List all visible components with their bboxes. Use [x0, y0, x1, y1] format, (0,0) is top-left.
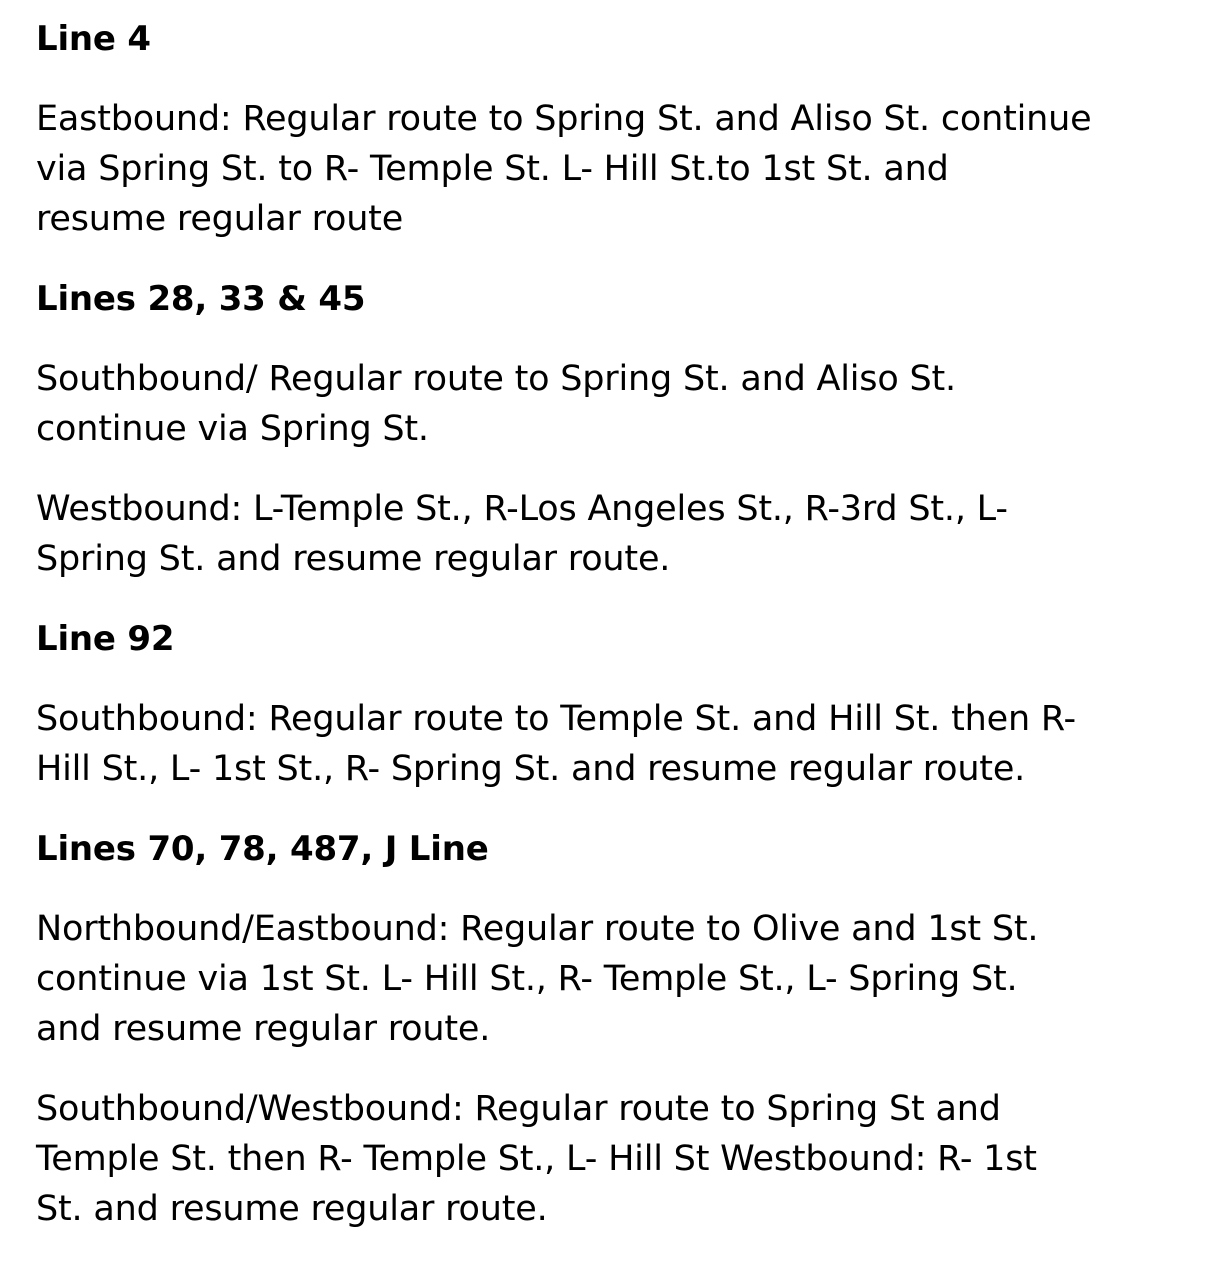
section-title: Lines 28, 33 & 45	[36, 279, 366, 319]
route-paragraph-northbound-eastbound	[36, 904, 1201, 1054]
paragraph-line: Temple St. then R- Temple St., L- Hill St Westbound: R- 1st	[36, 1139, 1037, 1179]
route-paragraph-southbound-westbound	[36, 1084, 1201, 1234]
paragraph-line: Spring St. and resume regular route.	[36, 539, 671, 579]
paragraph-line: Eastbound: Regular route to Spring St. and Aliso St. continue	[36, 99, 1092, 139]
section-line-92	[36, 614, 1201, 794]
paragraph-line: Hill St., L- 1st St., R- Spring St. and resume regular route.	[36, 749, 1026, 789]
paragraph-line: Southbound: Regular route to Temple St. and Hill St. then R-	[36, 699, 1076, 739]
paragraph-line: and resume regular route.	[36, 1009, 491, 1049]
route-paragraph-southbound	[36, 354, 1201, 454]
section-title: Lines 70, 78, 487, J Line	[36, 829, 489, 869]
paragraph-line: via Spring St. to R- Temple St. L- Hill St.to 1st St. and	[36, 149, 949, 189]
detour-notice	[36, 14, 1201, 1264]
paragraph-line: St. and resume regular route.	[36, 1189, 548, 1229]
section-title: Line 4	[36, 19, 151, 59]
section-title: Line 92	[36, 619, 175, 659]
paragraph-line: continue via Spring St.	[36, 409, 429, 449]
route-paragraph-southbound	[36, 694, 1201, 794]
paragraph-line: Southbound/ Regular route to Spring St. and Aliso St.	[36, 359, 956, 399]
paragraph-line: Northbound/Eastbound: Regular route to Olive and 1st St.	[36, 909, 1039, 949]
section-lines-28-33-45	[36, 274, 1201, 584]
paragraph-line: Southbound/Westbound: Regular route to Spring St and	[36, 1089, 1001, 1129]
section-lines-70-78-487-j	[36, 824, 1201, 1234]
route-paragraph-westbound	[36, 484, 1201, 584]
paragraph-line: resume regular route	[36, 199, 404, 239]
route-paragraph-eastbound	[36, 94, 1201, 244]
section-line-4	[36, 14, 1201, 244]
paragraph-line: Westbound: L-Temple St., R-Los Angeles St., R-3rd St., L-	[36, 489, 1008, 529]
paragraph-line: continue via 1st St. L- Hill St., R- Temple St., L- Spring St.	[36, 959, 1018, 999]
